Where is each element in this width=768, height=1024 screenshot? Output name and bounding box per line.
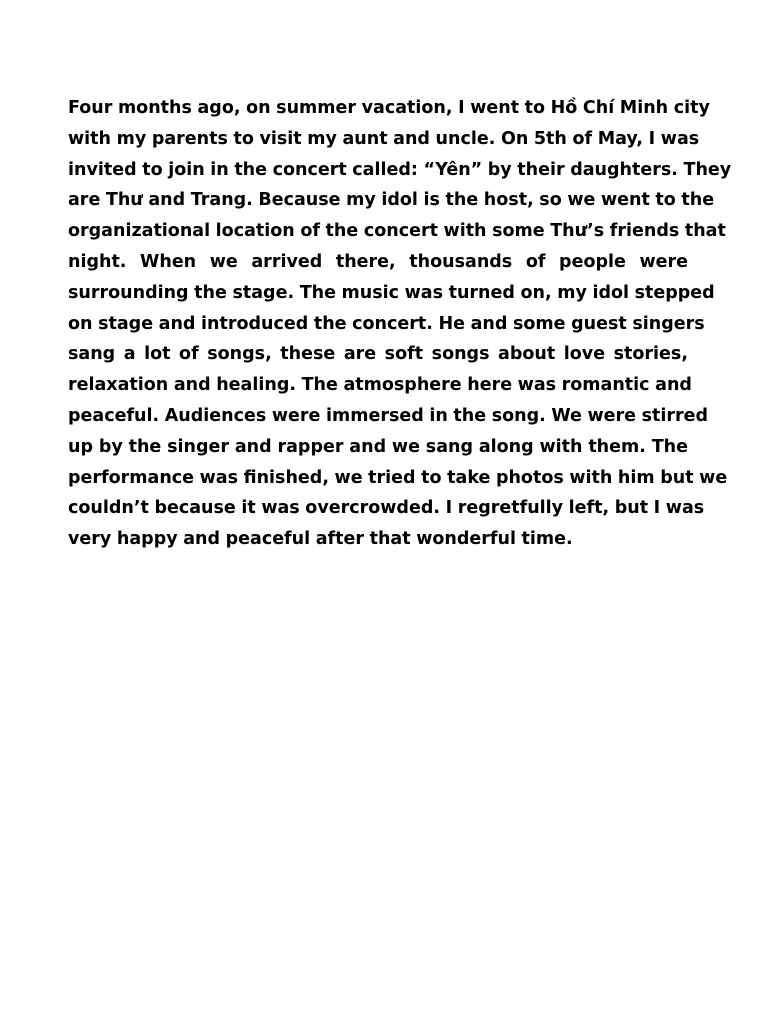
paragraph-line: relaxation and healing. The atmosphere here was romantic and [68,375,692,396]
paragraph-line: invited to join in the concert called: “Yên” by their daughters. They [68,159,732,180]
paragraph-line: on stage and introduced the concert. He and some guest singers [68,313,705,334]
paragraph-line: organizational location of the concert with some Thư’s friends that [68,221,726,242]
paragraph-line-last: very happy and peaceful after that wonderful time. [68,529,573,550]
paragraph-line: couldn’t because it was overcrowded. I regretfully left, but I was [68,498,705,519]
paragraph-line: with my parents to visit my aunt and uncle. On 5th of May, I was [68,128,700,149]
paragraph-line: Four months ago, on summer vacation, I went to Hồ Chí Minh city [68,98,710,118]
paragraph-line: sang a lot of songs, these are soft songs about love stories, [68,344,688,365]
paragraph-line: performance was finished, we tried to take photos with him but we [68,467,728,488]
essay-paragraph [68,93,732,555]
paragraph-line: are Thư and Trang. Because my idol is the host, so we went to the [68,190,715,211]
paragraph-line: night. When we arrived there, thousands of people were [68,251,688,272]
paragraph-line: peaceful. Audiences were immersed in the song. We were stirred [68,405,709,426]
paragraph-line: up by the singer and rapper and we sang along with them. The [68,436,688,457]
paragraph-line: surrounding the stage. The music was turned on, my idol stepped [68,282,715,303]
